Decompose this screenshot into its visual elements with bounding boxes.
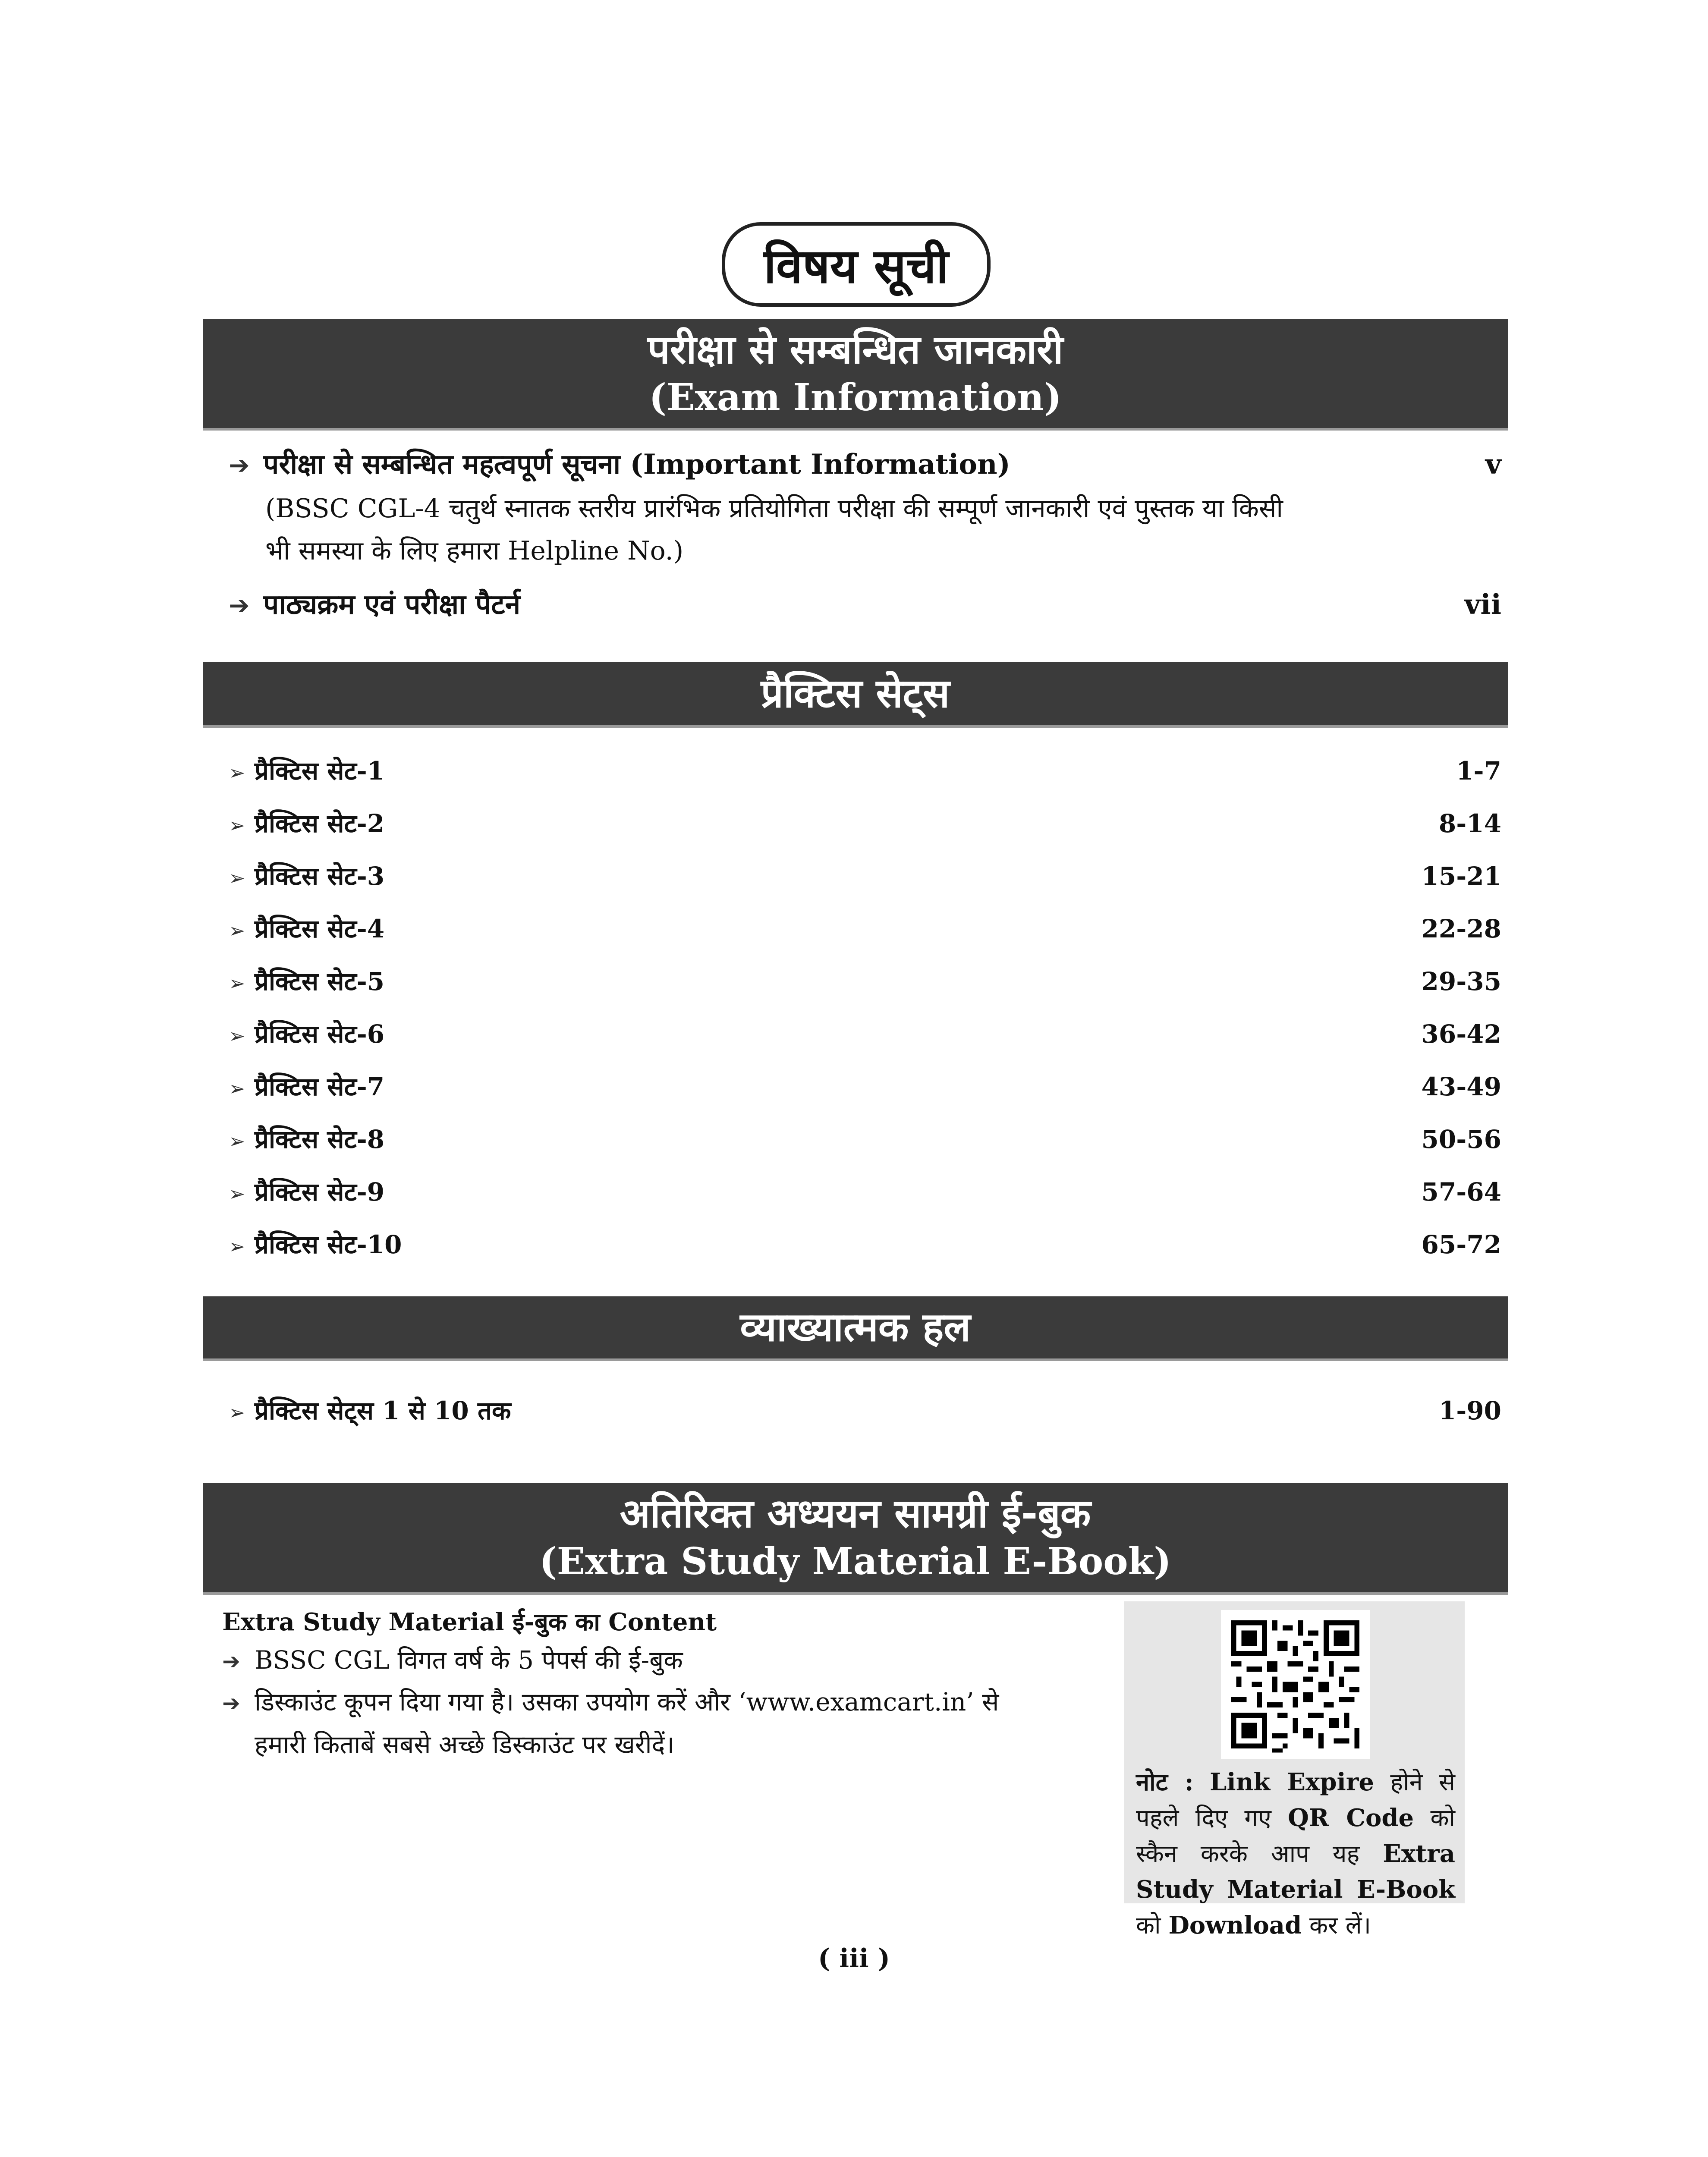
page-number: ( iii ) xyxy=(818,1943,890,1974)
arrow-icon: ➢ xyxy=(229,1182,245,1205)
exam-info-header xyxy=(203,319,1508,431)
toc-entry-label: पाठ्यक्रम एवं परीक्षा पैटर्न xyxy=(263,588,521,621)
toc-entry-pages: 29-35 xyxy=(1421,967,1501,996)
toc-entry-practice-set[interactable] xyxy=(229,1069,1501,1103)
extra-item-text-continued: हमारी किताबें सबसे अच्छे डिस्काउंट पर खरीदें। xyxy=(255,1730,675,1759)
toc-entry-pages: 1-7 xyxy=(1456,756,1501,786)
note-part: होने से पहले दिए गए xyxy=(1136,1768,1456,1832)
arrow-icon: ➔ xyxy=(229,591,250,620)
practice-sets-heading: प्रैक्टिस सेट्स xyxy=(761,670,950,717)
arrow-icon: ➢ xyxy=(229,814,245,837)
note-label: नोट : xyxy=(1136,1768,1194,1796)
extra-material-heading-english: (Extra Study Material E-Book) xyxy=(539,1540,1171,1583)
toc-entry-practice-set[interactable] xyxy=(229,753,1501,787)
toc-entry-pages: 22-28 xyxy=(1421,914,1501,943)
toc-entry-label: प्रैक्टिस सेट्स 1 से 10 तक xyxy=(255,1396,511,1425)
toc-entry-label: प्रैक्टिस सेट-10 xyxy=(255,1230,402,1259)
arrow-icon: ➔ xyxy=(222,1649,240,1674)
toc-entry-practice-set[interactable] xyxy=(229,1121,1501,1155)
toc-entry-label: प्रैक्टिस सेट-9 xyxy=(255,1177,385,1207)
toc-entry-label: प्रैक्टिस सेट-6 xyxy=(255,1019,385,1049)
page-title: विषय सूची xyxy=(722,222,991,307)
arrow-icon: ➢ xyxy=(229,919,245,942)
arrow-icon: ➢ xyxy=(229,866,245,890)
extra-item-text: डिस्काउंट कूपन दिया गया है। उसका उपयोग करें और ‘www.examcart.in’ से xyxy=(255,1687,999,1717)
toc-entry-pages: 43-49 xyxy=(1421,1072,1501,1101)
toc-entry-page: v xyxy=(1485,448,1501,481)
extra-content-title: Extra Study Material ई-बुक का Content xyxy=(222,1608,717,1636)
note-part: Link Expire xyxy=(1210,1768,1374,1796)
toc-entry-label: प्रैक्टिस सेट-8 xyxy=(255,1125,385,1154)
arrow-icon: ➢ xyxy=(229,1235,245,1258)
toc-entry-label: प्रैक्टिस सेट-4 xyxy=(255,914,385,943)
solutions-heading: व्याख्यात्मक हल xyxy=(740,1304,971,1350)
arrow-icon: ➢ xyxy=(229,972,245,995)
practice-sets-header xyxy=(203,662,1508,728)
note-part: Extra Study Material E-Book xyxy=(1136,1839,1455,1904)
toc-entry-important-information[interactable] xyxy=(229,444,1501,482)
toc-entry-label: परीक्षा से सम्बन्धित महत्वपूर्ण सूचना (Important Information) xyxy=(263,448,1010,481)
qr-note-box xyxy=(1124,1601,1465,1940)
toc-entry-label: प्रैक्टिस सेट-2 xyxy=(255,809,385,838)
note-part: Download xyxy=(1168,1911,1302,1940)
important-information-description xyxy=(265,487,1387,572)
extra-item-text: BSSC CGL विगत वर्ष के 5 पेपर्स की ई-बुक xyxy=(255,1645,683,1675)
exam-info-heading-hindi: परीक्षा से सम्बन्धित जानकारी xyxy=(647,327,1063,373)
toc-entry-label: प्रैक्टिस सेट-3 xyxy=(255,862,385,891)
note-part: को स्कैन करके आप यह xyxy=(1136,1804,1455,1868)
qr-code-icon[interactable] xyxy=(1221,1610,1370,1759)
qr-note-text xyxy=(1136,1764,1455,1943)
toc-entry-practice-set[interactable] xyxy=(229,1226,1501,1261)
note-part: को xyxy=(1136,1912,1161,1940)
toc-entry-practice-set[interactable] xyxy=(229,963,1501,997)
toc-entry-label: प्रैक्टिस सेट-5 xyxy=(255,967,385,996)
arrow-icon: ➢ xyxy=(229,1129,245,1153)
solutions-header xyxy=(203,1296,1508,1361)
toc-entry-pages: 8-14 xyxy=(1438,809,1501,838)
arrow-icon: ➔ xyxy=(222,1691,240,1716)
arrow-icon: ➢ xyxy=(229,1024,245,1047)
toc-entry-solutions[interactable] xyxy=(229,1393,1501,1427)
toc-entry-page: vii xyxy=(1464,588,1501,621)
arrow-icon: ➔ xyxy=(229,450,250,480)
toc-entry-pages: 1-90 xyxy=(1438,1396,1501,1425)
note-part: कर लें। xyxy=(1309,1912,1371,1940)
toc-entry-pages: 65-72 xyxy=(1421,1230,1501,1259)
toc-entry-label: प्रैक्टिस सेट-7 xyxy=(255,1072,385,1101)
toc-entry-pages: 57-64 xyxy=(1421,1177,1501,1207)
extra-material-heading-hindi: अतिरिक्त अध्ययन सामग्री ई-बुक xyxy=(620,1490,1091,1537)
toc-entry-label: प्रैक्टिस सेट-1 xyxy=(255,756,385,786)
toc-entry-pages: 50-56 xyxy=(1421,1125,1501,1154)
toc-entry-practice-set[interactable] xyxy=(229,911,1501,945)
toc-entry-pages: 36-42 xyxy=(1421,1019,1501,1049)
description-line-2: भी समस्या के लिए हमारा Helpline No.) xyxy=(265,536,684,566)
arrow-icon: ➢ xyxy=(229,1077,245,1100)
toc-entry-practice-set[interactable] xyxy=(229,858,1501,892)
toc-entry-practice-set[interactable] xyxy=(229,1174,1501,1208)
toc-entry-practice-set[interactable] xyxy=(229,805,1501,840)
toc-entry-pages: 15-21 xyxy=(1421,862,1501,891)
extra-content-item xyxy=(222,1639,1085,1682)
extra-material-header xyxy=(203,1483,1508,1595)
extra-content-item xyxy=(222,1681,1085,1765)
toc-entry-syllabus[interactable] xyxy=(229,585,1501,622)
description-line-1: (BSSC CGL-4 चतुर्थ स्नातक स्तरीय प्रारंभिक प्रतियोगिता परीक्षा की सम्पूर्ण जानकारी एवं पुस्तक या किसी xyxy=(265,494,1283,524)
note-part: QR Code xyxy=(1288,1804,1414,1832)
toc-entry-practice-set[interactable] xyxy=(229,1016,1501,1050)
exam-info-heading-english: (Exam Information) xyxy=(649,376,1062,419)
arrow-icon: ➢ xyxy=(229,1401,245,1424)
arrow-icon: ➢ xyxy=(229,761,245,784)
